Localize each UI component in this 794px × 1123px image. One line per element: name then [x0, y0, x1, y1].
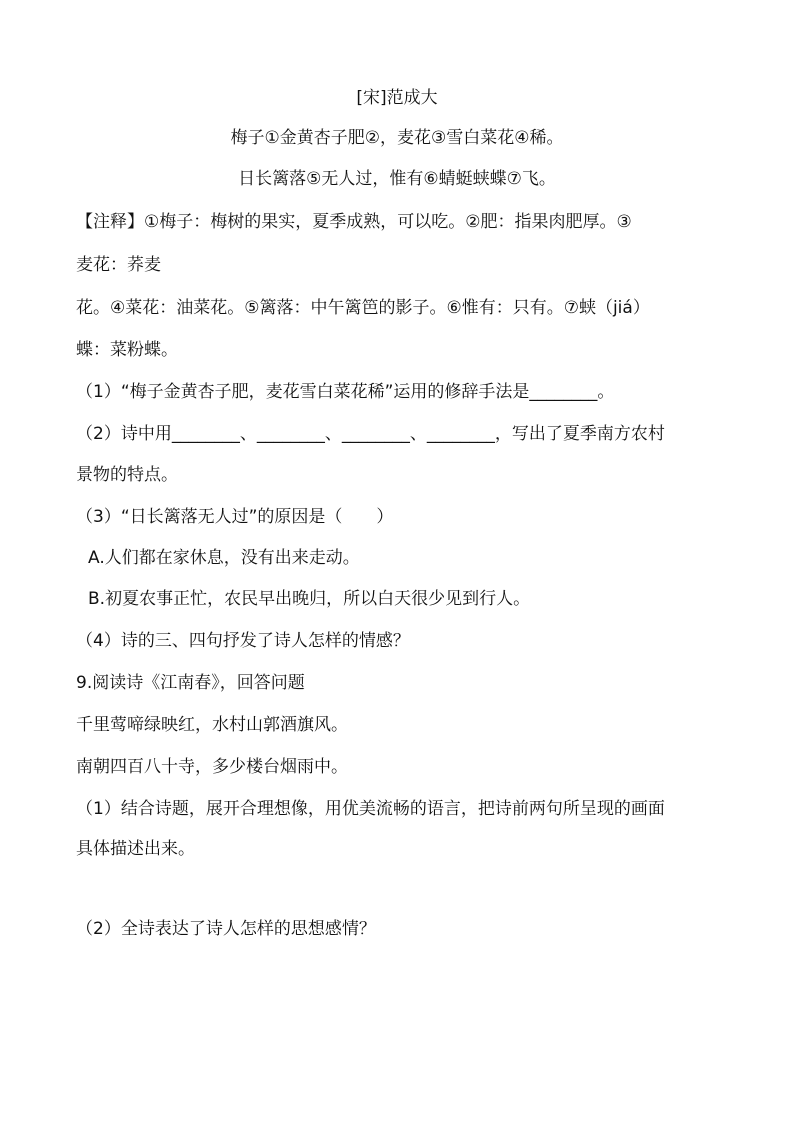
poem-author: [宋]范成大	[356, 88, 438, 108]
question-3: （3）“日长篱落无人过”的原因是（ ）	[76, 507, 394, 527]
section-9-question-1-line-2: 具体描述出来。	[76, 839, 195, 859]
question-3-option-b: B.初夏农事正忙，农民早出晚归，所以白天很少见到行人。	[88, 589, 531, 609]
poem-line-1: 梅子①金黄杏子肥②，麦花③雪白菜花④稀。	[230, 128, 564, 148]
question-4: （4）诗的三、四句抒发了诗人怎样的情感？	[76, 631, 410, 651]
section-9-poem-line-1: 千里莺啼绿映红，水村山郭酒旗风。	[76, 715, 348, 735]
notes-line-3: 花。④菜花：油菜花。⑤篱落：中午篱笆的影子。⑥惟有：只有。⑦蛱（jiá）	[76, 298, 650, 318]
question-2-line-1: （2）诗中用________、________、________、________，写出了夏季南方农村	[76, 424, 665, 444]
notes-line-1: 【注释】①梅子：梅树的果实，夏季成熟，可以吃。②肥：指果肉肥厚。③	[76, 212, 632, 232]
section-9-poem-line-2: 南朝四百八十寺，多少楼台烟雨中。	[76, 757, 348, 777]
question-3-option-a: A.人们都在家休息，没有出来走动。	[88, 548, 360, 568]
question-1: （1）“梅子金黄杏子肥，麦花雪白菜花稀”运用的修辞手法是________。	[76, 382, 615, 402]
notes-line-2: 麦花：荞麦	[76, 255, 161, 275]
notes-line-4: 蝶：菜粉蝶。	[76, 340, 178, 360]
section-9-heading: 9.阅读诗《江南春》，回答问题	[76, 673, 305, 693]
section-9-question-2: （2）全诗表达了诗人怎样的思想感情？	[76, 919, 376, 939]
poem-line-2: 日长篱落⑤无人过，惟有⑥蜻蜓蛱蝶⑦飞。	[238, 169, 556, 189]
section-9-question-1-line-1: （1）结合诗题，展开合理想像，用优美流畅的语言，把诗前两句所呈现的画面	[76, 799, 665, 819]
question-2-line-2: 景物的特点。	[76, 465, 178, 485]
